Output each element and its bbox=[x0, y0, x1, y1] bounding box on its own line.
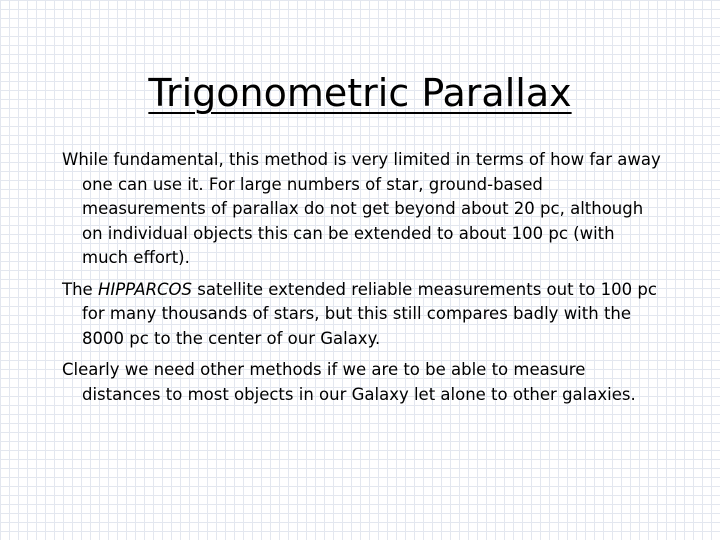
paragraph-1: While fundamental, this method is very limited in terms of how far away one can use it. For large numbers of star, ground-based measurements of parallax do not get beyond about 20 pc, although on individual objects this can be extended to about 100 pc (with much effort). bbox=[62, 150, 661, 267]
paragraph-2-suffix: satellite extended reliable measurements out to 100 pc for many thousands of stars, but this still compares badly with the 8000 pc to the center of our Galaxy. bbox=[82, 279, 657, 348]
slide-title-text: Trigonometric Parallax bbox=[148, 71, 572, 115]
paragraph-2 bbox=[62, 278, 662, 352]
paragraph-3: Clearly we need other methods if we are to be able to measure distances to most objects in our Galaxy let alone to other galaxies. bbox=[62, 360, 636, 404]
slide-title bbox=[0, 66, 720, 120]
paragraph-2-prefix: The bbox=[62, 279, 98, 299]
slide-body bbox=[62, 148, 662, 414]
paragraph-2-emphasis: HIPPARCOS bbox=[97, 279, 193, 299]
